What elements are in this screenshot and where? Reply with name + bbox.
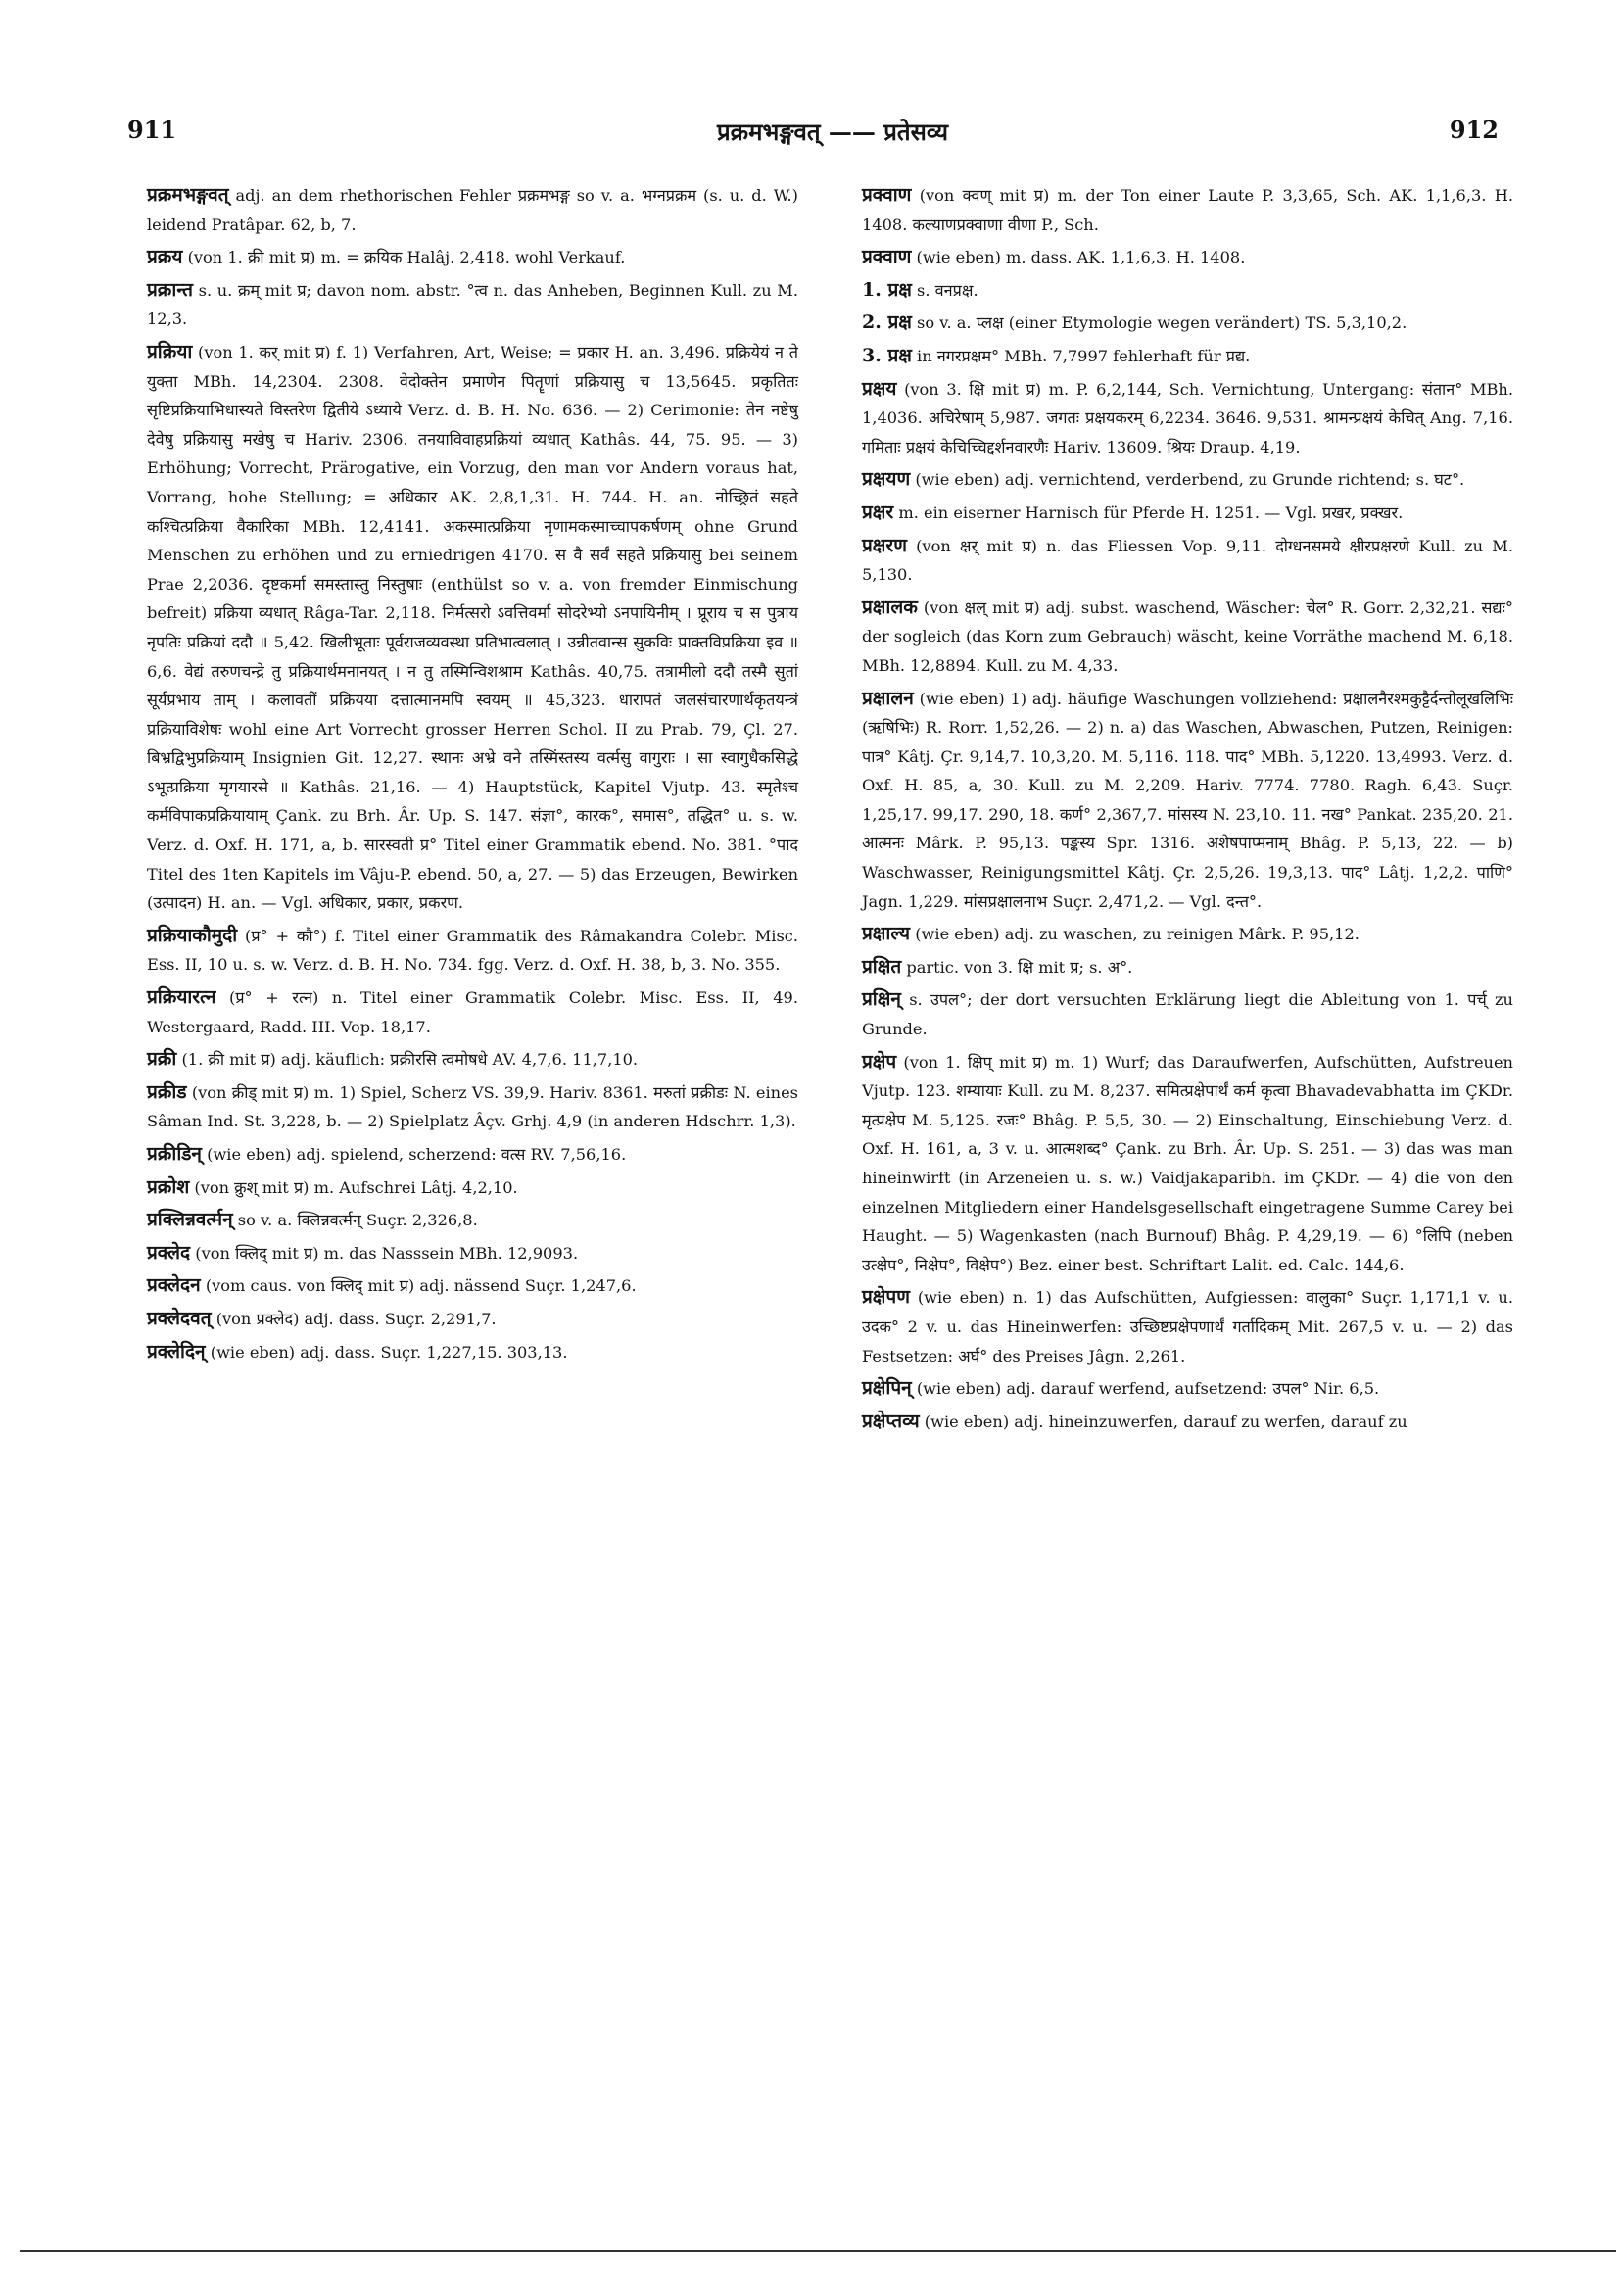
entry-headword: प्रक्षय: [862, 377, 897, 400]
entry-headword: प्रक्षिन्: [862, 988, 901, 1011]
entry-text: (प्र° + रत्न) n. Titel einer Grammatik Colebr. Misc. Ess. II, 49. Westergaard, Radd. III. Vop. 18,17.: [147, 988, 798, 1036]
page-header: [127, 116, 1499, 155]
entry-headword: प्रक्लेदन: [147, 1274, 201, 1297]
entry-headword: प्रक्रय: [147, 246, 183, 268]
dictionary-entry: [862, 309, 1513, 338]
entry-text: (1. क्री mit प्र) adj. käuflich: प्रक्रीरसि त्वमोषधे AV. 4,7,6. 11,7,10.: [181, 1050, 639, 1070]
dictionary-entry: [862, 532, 1513, 590]
entry-text: (प्र° + कौ°) f. Titel einer Grammatik des Râmakandra Colebr. Misc. Ess. II, 10 u. s. w. Verz. d. B. H. No. 734. fgg. Verz. d. Oxf. H. 38, b, 3. No. 355.: [147, 926, 798, 975]
entry-headword: प्रक्लिन्नवर्त्मन्: [147, 1209, 233, 1231]
left-column: [147, 181, 798, 1370]
dictionary-entry: [862, 276, 1513, 306]
entry-text: (von प्रक्लेद) adj. dass. Suçr. 2,291,7.: [215, 1309, 497, 1328]
entry-headword: प्रक्षाल्य: [862, 923, 911, 945]
entry-headword: प्रक्रियाकौमुदी: [147, 924, 238, 946]
dictionary-entry: [862, 1408, 1513, 1437]
dictionary-entry: [862, 499, 1513, 528]
entry-headword: प्रक्रीडिन्: [147, 1143, 202, 1165]
dictionary-entry: [147, 1305, 798, 1334]
dictionary-entry: [147, 243, 798, 272]
dictionary-entry: [862, 465, 1513, 495]
entry-text: m. ein eiserner Harnisch für Pferde H. 1251. — Vgl. प्रखर, प्रक्खर.: [898, 502, 1404, 522]
entry-text: s. वनप्रक्ष.: [917, 280, 978, 300]
entry-headword: प्रक्रान्त: [147, 278, 194, 301]
entry-headword: प्रक्रिया: [147, 340, 193, 362]
entry-headword: प्रक्षयण: [862, 468, 911, 491]
entry-text: (wie eben) 1) adj. häufige Waschungen vollziehend: प्रक्षालनैरश्मकुट्टैर्दन्तोलूखलिभिः (ऋषिभिः) R. Rorr. 1,52,26. — 2) n. a) das Waschen, Abwaschen, Putzen, Reinigen: पात्र° Kâtj. Çr. 9,14,7. 10,3,20. M. 5,116. 118. पाद° MBh. 5,1220. 13,4993. Verz. d. Oxf. H. 85, a, 30. Kull. zu M. 2,209. Hariv. 7774. 7780. Ragh. 6,43. Suçr. 1,25,17. 99,17. 290, 18. कर्ण° 2,367,7. मांसस्य N. 23,10. 11. नख° Pankat. 235,20. 21. आत्मनः Mârk. P. 95,13. पङ्कस्य Spr. 1316. अशेषपाप्मनाम् Bhâg. P. 5,13, 22. — b) Waschwasser, Reinigungsmittel Kâtj. Çr. 2,5,26. 19,3,13. पाद° Lâtj. 1,2,2. पाणि° Jagn. 1,229. मांसप्रक्षालनाभ Suçr. 2,471,2. — Vgl. दन्त°.: [862, 689, 1513, 911]
dictionary-entry: [862, 243, 1513, 272]
entry-headword: 1. प्रक्ष: [862, 278, 912, 301]
entry-headword: प्रक्रीड: [147, 1080, 187, 1103]
entry-headword: प्रक्षेपिन्: [862, 1377, 912, 1400]
entry-headword: प्रक्लेदवत्: [147, 1307, 212, 1329]
entry-text: (von 1. कर् mit प्र) f. 1) Verfahren, Art, Weise; = प्रकार H. an. 3,496. प्रक्रियेयं न ते युक्ता MBh. 14,2304. 2308. वेदोक्तेन प्रमाणेन पितॄणां प्रक्रियासु च 13,5645. प्रकृतितः सृष्टिप्रक्रियाभिधास्यते विस्तरेण द्वितीये ऽध्याये Verz. d. B. H. No. 636. — 2) Cerimonie: तेन नष्टेषु देवेषु प्रक्रियासु मखेषु च Hariv. 2306. तनयाविवाहप्रक्रियां व्यधात् Kathâs. 44, 75. 95. — 3) Erhöhung; Vorrecht, Prärogative, ein Vorzug, den man vor Andern voraus hat, Vorrang, hohe Stellung; = अधिकार AK. 2,8,1,31. H. 744. H. an. नोच्छ्रितं सहते कश्चित्प्रक्रिया वैकारिका MBh. 12,4141. अकस्मात्प्रक्रिया नृणामकस्माच्चापकर्षणम् ohne Grund Menschen zu erhöhen und zu erniedrigen 4170. स वै सर्वं सहते प्रक्रियासु bei seinem Prae 2,2036. दृष्टकर्मा समस्तास्तु निस्तुषाः (enthülst so v. a. von fremder Einmischung befreit) प्रक्रिया व्यधात् Râga-Tar. 2,118. निर्मत्सरो ऽवत्तिवर्मा सोदरेभ्यो ऽनपायिनीम् । प्रूराय च स पुत्राय नृपतिः प्रक्रियां ददौ ॥ 5,42. खिलीभूताः पूर्वराजव्यवस्था प्रतिभात्वलात् । उन्नीतवान्स सुकविः प्राक्तविप्रक्रिया इव ॥ 6,6. वेद्यं तरुणचन्द्रे तु प्रक्रियार्थमनानयत् । न तु तस्मिन्विशश्राम Kathâs. 40,75. तत्रामीलो ददौ तस्मै सुतां सूर्यप्रभाय ताम् । कलावतीं प्रक्रियया दत्तात्मानमपि स्वयम् ॥ 45,323. धारापतं जलसंचारणार्थकृतयन्त्रं प्रक्रियाविशेषः wohl eine Art Vorrecht grosser Herren Schol. II zu Prab. 79, Çl. 27. बिभ्रद्विभुप्रक्रियाम् Insignien Git. 12,27. स्थानः अभ्रे वने तस्मिंस्तस्य वर्त्मसु वागुराः । सा स्वागुधैकसिद्धे ऽभूत्प्रक्रिया मृगयारसे ॥ Kathâs. 21,16. — 4) Hauptstück, Kapitel Vjutp. 43. स्मृतेश्च कर्मविपाकप्रक्रियायाम् Çank. zu Brh. Âr. Up. S. 147. संज्ञा°, कारक°, समास°, तद्धित° u. s. w. Verz. d. Oxf. H. 171, a, b. सारस्वती प्र° Titel einer Grammatik ebend. No. 381. °पाद Titel des 1ten Kapitels im Vâju-P. ebend. 50, a, 27. — 5) das Erzeugen, Bewirken (उत्पादन) H. an. — Vgl. अधिकार, प्रकार, प्रकरण.: [147, 342, 798, 913]
entry-headword: प्रक्लेद: [147, 1241, 191, 1264]
entry-headword: प्रक्षरण: [862, 534, 907, 556]
dictionary-entry: [862, 1374, 1513, 1404]
entry-text: (wie eben) adj. spielend, scherzend: वत्स RV. 7,56,16.: [207, 1145, 627, 1164]
entry-text: (von 3. क्षि mit प्र) m. P. 6,2,144, Sch. Vernichtung, Untergang: संतान° MBh. 1,4036. अचिरेषाम् 5,987. जगतः प्रक्षयकरम् 6,2234. 3646. 9,531. श्रामन्प्रक्षयं केचित् Ang. 7,16. गमिताः प्रक्षयं केचिच्चिद्दर्शनवारणैः Hariv. 13609. श्रियः Draup. 4,19.: [862, 379, 1513, 456]
entry-headword: प्रक्षालक: [862, 596, 918, 618]
dictionary-entry: [862, 685, 1513, 917]
entry-text: partic. von 3. क्षि mit प्र; s. अ°.: [906, 957, 1133, 977]
dictionary-entry: [147, 1239, 798, 1268]
entry-text: (von क्षर् mit प्र) n. das Fliessen Vop. 9,11. दोग्धनसमये क्षीरप्रक्षरणे Kull. zu M. 5,130.: [862, 536, 1513, 585]
dictionary-entry: [862, 181, 1513, 239]
dictionary-entry: [147, 1338, 798, 1367]
dictionary-entry: [147, 1206, 798, 1235]
page-number-right: 912: [1449, 116, 1499, 144]
dictionary-entry: [862, 375, 1513, 462]
entry-text: (von क्रीड् mit प्र) m. 1) Spiel, Scherz VS. 39,9. Hariv. 8361. मरुतां प्रक्रीडः N. eines Sâman Ind. St. 3,228, b. — 2) Spielplatz Âçv. Grhj. 4,9 (in anderen Hdschrr. 1,3).: [147, 1082, 798, 1131]
entry-text: in नगरप्रक्षम° MBh. 7,7997 fehlerhaft für प्रद्य.: [917, 346, 1251, 365]
entry-headword: प्रक्षेप्तव्य: [862, 1410, 920, 1432]
running-title: प्रक्रमभङ्गवत् —— प्रतेसव्य: [717, 118, 948, 146]
dictionary-entry: [147, 983, 798, 1041]
dictionary-entry: [862, 953, 1513, 982]
entry-headword: प्रक्लेदिन्: [147, 1340, 206, 1363]
entry-headword: प्रक्वाण: [862, 184, 912, 206]
entry-text: (wie eben) adj. darauf werfend, aufsetzend: उपल° Nir. 6,5.: [916, 1379, 1380, 1399]
dictionary-entry: [147, 181, 798, 239]
dictionary-entry: [147, 1271, 798, 1301]
entry-text: (von क्रुश् mit प्र) m. Aufschrei Lâtj. 4,2,10.: [194, 1177, 518, 1197]
dictionary-entry: [147, 922, 798, 980]
entry-headword: 3. प्रक्ष: [862, 344, 912, 366]
dictionary-entry: [147, 338, 798, 918]
dictionary-entry: [147, 1045, 798, 1075]
entry-text: s. उपल°; der dort versuchten Erklärung liegt die Ableitung von 1. पर्च् zu Grunde.: [862, 990, 1513, 1039]
bottom-rule: [20, 2250, 1616, 2252]
entry-text: (wie eben) m. dass. AK. 1,1,6,3. H. 1408.: [916, 248, 1246, 267]
dictionary-entry: [147, 1140, 798, 1170]
entry-headword: प्रक्रमभङ्गवत्: [147, 184, 229, 206]
entry-text: (vom caus. von क्लिद् mit प्र) adj. nässend Suçr. 1,247,6.: [205, 1276, 637, 1296]
entry-text: (von क्षल् mit प्र) adj. subst. waschend, Wäscher: चेल° R. Gorr. 2,32,21. सद्यः° der sogleich (das Korn zum Gebrauch) wäscht, keine Vorräthe machend M. 6,18. MBh. 12,8894. Kull. zu M. 4,33.: [862, 598, 1513, 675]
entry-text: (von 1. क्षिप् mit प्र) m. 1) Wurf; das Daraufwerfen, Aufschütten, Aufstreuen Vjutp. 123. शम्यायाः Kull. zu M. 8,237. समित्प्रक्षेपार्थं कर्म कृत्वा Bhavadevabhatta im ÇKDr. मृत्प्रक्षेप M. 5,125. रजः° Bhâg. P. 5,5, 30. — 2) Einschaltung, Einschiebung Verz. d. Oxf. H. 161, a, 3 v. u. आत्मशब्द° Çank. zu Brh. Âr. Up. S. 251. — 3) das was man hineinwirft (in Arzeneien u. s. w.) Vaidjakaparibh. im ÇKDr. — 4) die von den einzelnen Mitgliedern einer Handelsgesellschaft eingetragene Summe Carey bei Haught. — 5) Wagenkasten (nach Burnouf) Bhâg. P. 4,29,19. — 6) °लिपि (neben उत्क्षेप°, निक्षेप°, विक्षेप°) Bez. einer best. Schriftart Lalit. ed. Calc. 144,6.: [862, 1052, 1513, 1274]
right-column: [862, 181, 1513, 1440]
entry-text: (wie eben) n. 1) das Aufschütten, Aufgiessen: वालुका° Suçr. 1,171,1 v. u. उदक° 2 v. u. das Hineinwerfen: उच्छिष्टप्रक्षेपणार्थं गर्तादिकम् Mit. 267,5 v. u. — 2) das Festsetzen: अर्घ° des Preises Jâgn. 2,261.: [862, 1288, 1513, 1365]
entry-text: (wie eben) adj. zu waschen, zu reinigen Mârk. P. 95,12.: [915, 925, 1360, 944]
entry-headword: प्रक्रोश: [147, 1175, 190, 1198]
dictionary-entry: [862, 1048, 1513, 1280]
entry-text: (wie eben) adj. dass. Suçr. 1,227,15. 303,13.: [210, 1342, 568, 1362]
entry-headword: 2. प्रक्ष: [862, 311, 912, 334]
entry-headword: प्रक्रियारत्न: [147, 986, 216, 1009]
entry-text: (von 1. क्री mit प्र) m. = क्रयिक Halâj. 2,418. wohl Verkauf.: [187, 248, 626, 267]
dictionary-entry: [862, 594, 1513, 681]
entry-text: (wie eben) adj. vernichtend, verderbend, zu Grunde richtend; s. घट°.: [915, 470, 1465, 490]
dictionary-entry: [147, 1173, 798, 1203]
entry-text: adj. an dem rhethorischen Fehler प्रक्रमभङ्ग so v. a. भग्नप्रक्रम (s. u. d. W.) leidend Pratâpar. 62, b, 7.: [147, 186, 799, 234]
entry-headword: प्रक्षेप: [862, 1050, 897, 1073]
dictionary-entry: [862, 1283, 1513, 1370]
entry-text: (von क्वण् mit प्र) m. der Ton einer Laute P. 3,3,65, Sch. AK. 1,1,6,3. H. 1408. कल्याणप्रक्वाणा वीणा P., Sch.: [862, 186, 1513, 234]
entry-text: so v. a. क्लिन्नवर्त्मन् Suçr. 2,326,8.: [237, 1211, 478, 1230]
dictionary-entry: [147, 1078, 798, 1136]
dictionary-entry: [862, 342, 1513, 371]
entry-headword: प्रक्षेपण: [862, 1286, 910, 1309]
page-number-left: 911: [127, 116, 177, 144]
entry-text: s. u. क्रम् mit प्र; davon nom. abstr. °त्व n. das Anheben, Beginnen Kull. zu M. 12,3.: [147, 280, 798, 329]
entry-headword: प्रक्री: [147, 1048, 177, 1071]
entry-headword: प्रक्षर: [862, 501, 894, 523]
dictionary-entry: [862, 985, 1513, 1043]
dictionary-entry: [862, 920, 1513, 949]
entry-headword: प्रक्षित: [862, 955, 902, 978]
entry-headword: प्रक्षालन: [862, 687, 914, 709]
dictionary-entry: [147, 276, 798, 334]
entry-text: (von क्लिद् mit प्र) m. das Nasssein MBh. 12,9093.: [195, 1243, 579, 1263]
entry-text: (wie eben) adj. hineinzuwerfen, darauf zu werfen, darauf zu: [924, 1411, 1407, 1431]
entry-headword: प्रक्वाण: [862, 246, 912, 268]
entry-text: so v. a. प्लक्ष (einer Etymologie wegen verändert) TS. 5,3,10,2.: [917, 313, 1407, 333]
